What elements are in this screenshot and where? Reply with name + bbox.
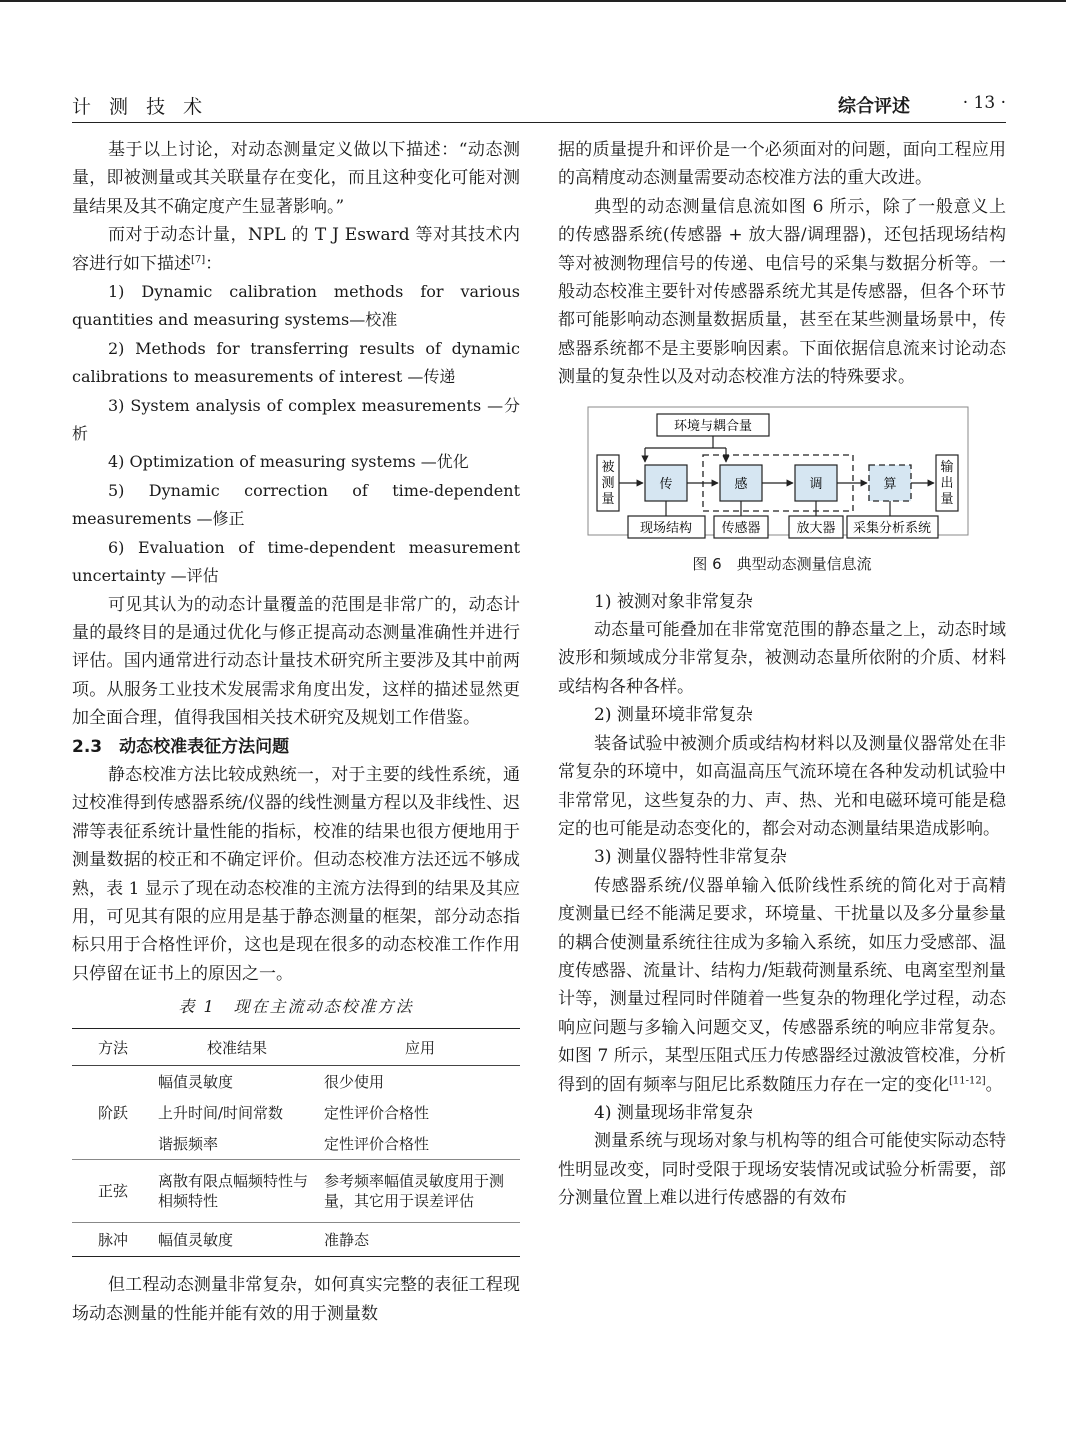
label-amplifier: 放大器 [796,520,836,536]
page-header [72,92,1006,122]
block-transmit-label: 传 [659,476,673,492]
input-label-3: 量 [601,491,615,507]
citation: [7] [191,253,206,265]
list-item: 5) Dynamic correction of time-dependent measurements —修正 [72,480,520,529]
left-column [72,136,520,1328]
paragraph [72,221,520,278]
table-header: 方法 [72,1029,154,1066]
journal-title: 计 测 技 术 [72,96,209,118]
calibration-methods-table [72,1028,520,1257]
block-sense-label: 感 [734,476,748,492]
right-column [558,136,1006,1213]
table-caption: 表 1 现在主流动态校准方法 [178,997,414,1017]
figure-caption: 图 6 典型动态测量信息流 [692,554,872,573]
paragraph: 据的质量提升和评价是一个必须面对的问题，面向工程应用的高精度动态测量需要动态校准方法的重大改进。 [558,140,1006,189]
table-cell: 定性评价合格性 [320,1128,520,1160]
subsection-heading: 2) 测量环境非常复杂 [594,705,753,726]
list-item: 1) Dynamic calibration methods for various quantities and measuring systems—校准 [72,282,520,330]
paragraph-end: ： [205,253,223,274]
table-row [72,1160,520,1223]
output-label-1: 输 [940,459,954,475]
table-cell: 定性评价合格性 [324,1103,430,1122]
list-item: 2) Methods for transferring results of dynamic calibrations to measurements of interest —传递 [72,338,520,387]
env-label: 环境与耦合量 [673,418,753,434]
paragraph: 基于以上讨论，对动态测量定义做以下描述：“动态测量，即被测量或其关联量存在变化，而且这种变化可能对测量结果及其不确定度产生显著影响。” [72,140,520,217]
method-cell: 正弦 [72,1160,154,1223]
table-row [72,1223,520,1257]
subsection-heading: 4) 测量现场非常复杂 [594,1102,753,1123]
paragraph [558,872,1006,1099]
input-label-1: 被 [601,459,615,475]
citation: [11-12] [949,1074,986,1086]
paragraph: 装备试验中被测介质或结构材料以及测量仪器常处在非常复杂的环境中，如高温高压气流环境在各种发动机试验中非常常见，这些复杂的力、声、热、光和电磁环境可能是稳定的也可能是动态变化的，都会对动态测量结果造成影响。 [558,733,1006,839]
paragraph: 静态校准方法比较成熟统一，对于主要的线性系统，通过校准得到传感器系统/仪器的线性测量方程以及非线性、迟滞等表征系统计量性能的指标，校准的结果也很方便地用于测量数据的校正和不确定评价。但动态校准方法还远不够成熟，表 1 显示了现在动态校准的主流方法得到的结果及其应用，可见其有限的应用是基于静态测量的框架，部分动态指标只用于合格性评价，这也是现在很多的动态校准工作作用只停留在证书上的原因之一。 [72,764,520,984]
subsection-heading: 1) 被测对象非常复杂 [594,591,753,612]
table-cell: 离散有限点幅频特性与相频特性 [154,1160,320,1223]
list-item: 6) Evaluation of time-dependent measurement uncertainty —评估 [72,537,520,586]
table-cell: 幅值灵敏度 [154,1223,320,1257]
top-border [0,0,1066,2]
list-item: 3) System analysis of complex measurements —分析 [72,395,520,444]
table-cell: 参考频率幅值灵敏度用于测量，其它用于误差评估 [320,1160,520,1223]
output-label-3: 量 [940,491,954,507]
label-daq: 采集分析系统 [852,520,932,536]
table-cell: 幅值灵敏度 [158,1072,234,1091]
method-cell: 阶跃 [72,1066,154,1160]
paragraph-text: 传感器系统/仪器单输入低阶线性系统的简化对于高精度测量已经不能满足要求，环境量、干扰量以及多分量参量的耦合使测量系统往往成为多输入系统，如压力受感部、温度传感器、流量计、结构力/矩载荷测量系统、电离室型剂量计等，测量过程同时伴随着一些复杂的物理化学过程，动态响应问题与多输入问题交叉，传感器系统的响应非常复杂。如图 7 所示，某型压阻式压力传感器经过激波管校准，分析得到的固有频率与阻尼比系数随压力存在一定的变化 [558,875,1006,1095]
subsection-heading: 3) 测量仪器特性非常复杂 [594,847,787,868]
paragraph: 典型的动态测量信息流如图 6 所示，除了一般意义上的传感器系统(传感器 + 放大器/调理器)，还包括现场结构等对被测物理信号的传递、电信号的采集与数据分析等。一般动态校准主要针对传感器系统尤其是传感器，但各个环节都可能影响动态测量数据质量，甚至在某些测量场景中，传感器系统都不是主要影响因素。下面依据信息流来讨论动态测量的复杂性以及对动态校准方法的特殊要求。 [558,196,1006,388]
block-compute-label: 算 [883,476,897,492]
paragraph: 测量系统与现场对象与机构等的组合可能使实际动态特性明显改变，同时受限于现场安装情况或试验分析需要，部分测量位置上难以进行传感器的有效布 [558,1131,1006,1209]
table-header: 应用 [320,1029,520,1066]
section-heading: 2.3 动态校准表征方法问题 [72,736,290,757]
table-row [72,1066,520,1098]
label-sensor: 传感器 [721,520,761,536]
block-condition-label: 调 [809,476,823,492]
table-header-row [72,1029,520,1066]
table-cell: 上升时间/时间常数 [158,1103,284,1122]
table-header: 校准结果 [154,1029,320,1066]
page-number: · 13 · [962,93,1006,113]
table-cell: 很少使用 [324,1072,385,1091]
table-cell: 准静态 [320,1223,520,1257]
figure-6-diagram [558,402,1006,588]
table-cell: 谐振频率 [154,1128,320,1160]
paragraph-text: 而对于动态计量，NPL 的 T J Esward 等对其技术内容进行如下描述 [72,225,520,274]
paragraph: 可见其认为的动态计量覆盖的范围是非常广的，动态计量的最终目的是通过优化与修正提高动态测量准确性并进行评估。国内通常进行动态计量技术研究所主要涉及其中前两项。从服务工业技术发展需求角度出发，这样的描述显然更加全面合理，值得我国相关技术研究及规划工作借鉴。 [72,594,520,729]
list-item: 4) Optimization of measuring systems —优化 [108,452,469,472]
label-structure: 现场结构 [639,520,693,536]
method-cell: 脉冲 [72,1223,154,1257]
header-rule [72,122,1006,123]
paragraph: 但工程动态测量非常复杂，如何真实完整的表征工程现场动态测量的性能并能有效的用于测量数 [72,1275,520,1324]
section-title: 综合评述 [838,96,910,117]
paragraph-end: 。 [985,1074,1003,1095]
output-label-2: 出 [940,475,954,491]
input-label-2: 测 [601,475,615,491]
paragraph: 动态量可能叠加在非常宽范围的静态量之上，动态时域波形和频域成分非常复杂，被测动态量所依附的介质、材料或结构各种各样。 [558,620,1006,697]
